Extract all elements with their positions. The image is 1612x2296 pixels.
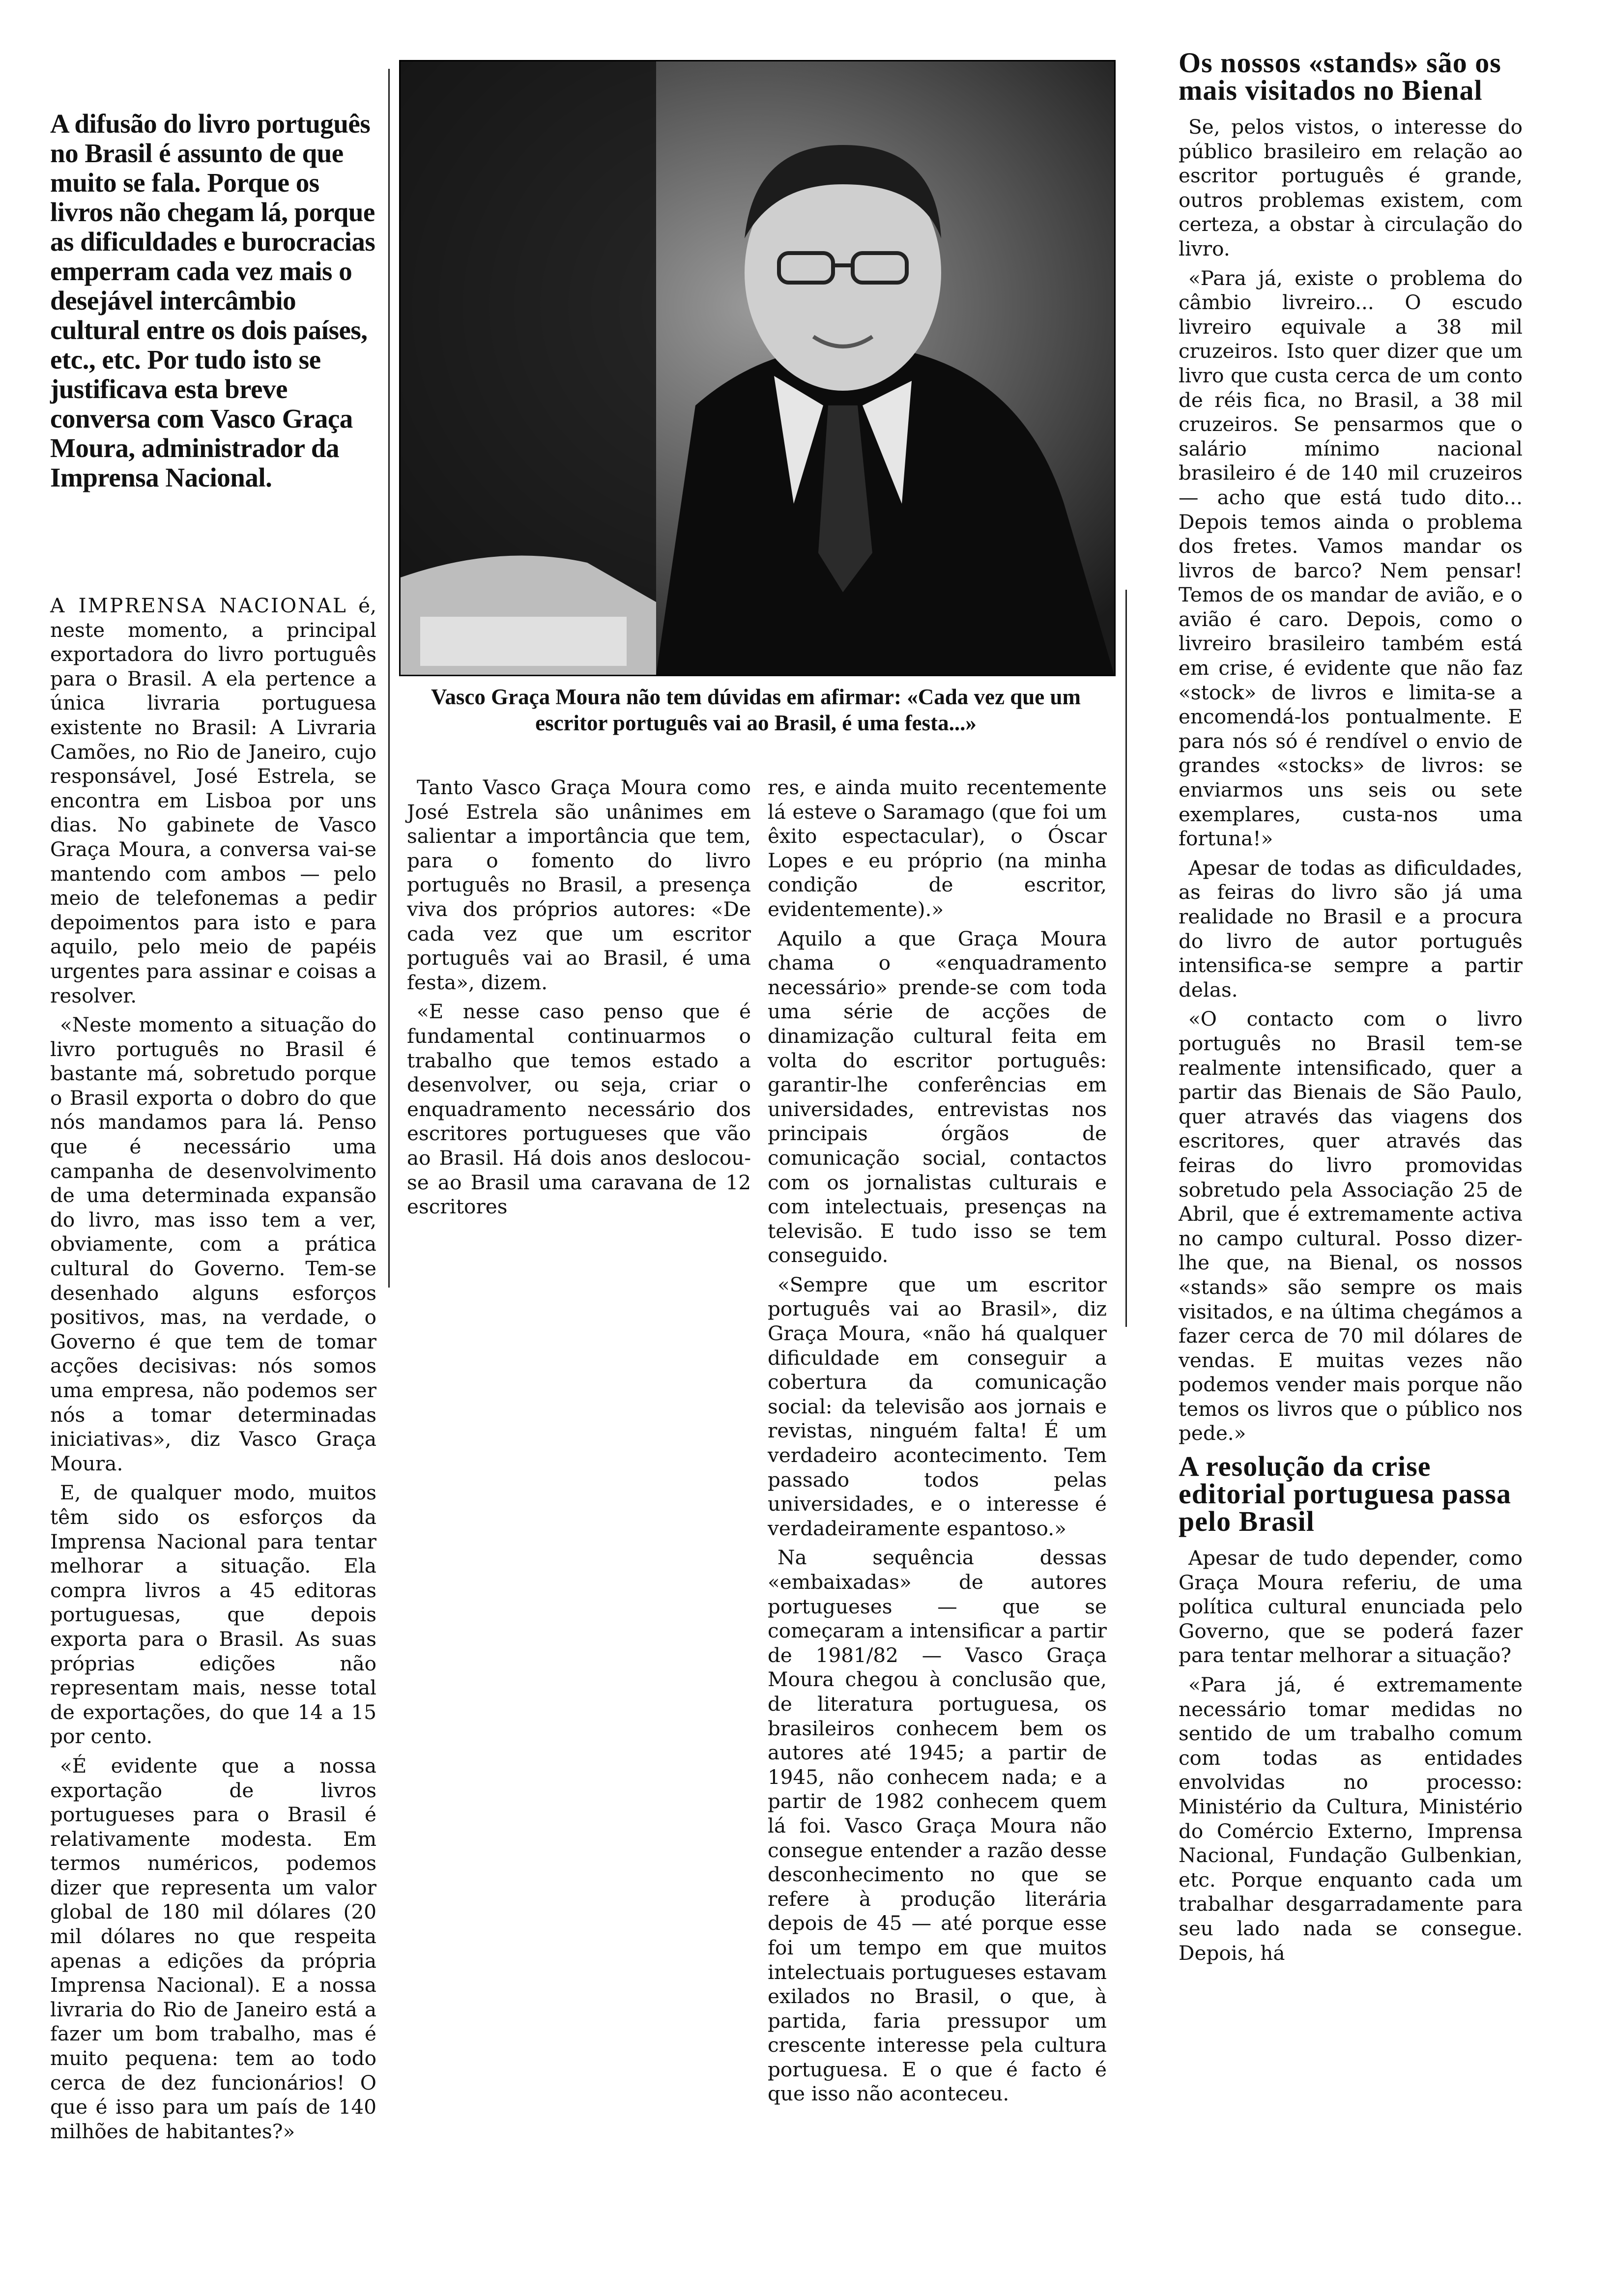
- col4-paragraph-1: Se, pelos vistos, o interesse do público brasileiro em relação ao escritor português é grande, outros problemas existem, com certeza, a obstar à circulação do livro.: [1179, 115, 1523, 260]
- col1-paragraph-1-text: é, neste momento, a principal exportadora do livro português para o Brasil. A ela pertence a única livraria portuguesa existente no Brasil: A Livraria Camões, no Rio de Janeiro, cujo responsável, José Estrela, se encontra em Lisboa por uns dias. No gabinete de Vasco Graça Moura, a conversa vai-se mantendo com ambos — pelo meio de telefonemas a pedir depoimentos para isto e para aquilo, pelo meio de papéis urgentes para assinar e coisas a resolver.: [50, 594, 377, 1007]
- col3-paragraph-4: Na sequência dessas «embaixadas» de autores portugueses — que se começaram a intensificar a partir de 1981/82 — Vasco Graça Moura chegou à conclusão que, de literatura portuguesa, os brasileiros conhecem bem os autores até 1945; a partir de 1945, não conhecem nada; e a partir de 1982 conhecem quem lá foi. Vasco Graça Moura não consegue entender a razão desse desconhecimento no que se refere à produção literária depois de 45 — até porque esse foi um tempo em que muitos intelectuais portugueses estavam exilados no Brasil, o que, à partida, faria pressupor um crescente interesse pela cultura portuguesa. E o que é facto é que isso não aconteceu.: [768, 1546, 1107, 2106]
- col1-paragraph-1: [50, 594, 376, 1008]
- column-3: [768, 775, 1107, 2111]
- col4-paragraph-3: Apesar de todas as dificuldades, as feiras do livro são já uma realidade no Brasil e a procura do livro de autor português intensifica-se sempre a partir delas.: [1179, 856, 1523, 1002]
- col3-paragraph-1: res, e ainda muito recentemente lá esteve o Saramago (que foi um êxito espectacular), o Óscar Lopes e eu próprio (na minha condição de escritor, evidentemente).»: [768, 775, 1107, 921]
- portrait-photo: [399, 60, 1116, 676]
- heading-stands: Os nossos «stands» são os mais visitados no Bienal: [1179, 47, 1501, 106]
- col2-paragraph-1: Tanto Vasco Graça Moura como José Estrela são unânimes em salientar a importância que tem, para o fomento do livro português no Brasil, a presença viva dos próprios autores: «De cada vez que um escritor português vai ao Brasil, é uma festa», dizem.: [407, 775, 751, 994]
- col3-paragraph-2: Aquilo a que Graça Moura chama o «enquadramento necessário» prende-se com toda uma série de acções de dinamização cultural feita em volta do escritor português: garantir-lhe conferências em universidades, entrevistas nos principais órgãos de comunicação social, contactos com os jornalistas culturais e com intelectuais, presenças na televisão. E tudo isso se tem conseguido.: [768, 926, 1107, 1267]
- col4-paragraph-4: «O contacto com o livro português no Brasil tem-se realmente intensificado, quer a partir das Bienais de São Paulo, quer através das viagens dos escritores, quer através das feiras do livro promovidas sobretudo pela Associação 25 de Abril, que é extremamente activa no campo cultural. Posso dizer-lhe que, na Bienal, os nossos «stands» são sempre os mais visitados, e na última chegámos a fazer cerca de 70 mil dólares de vendas. E muitas vezes não podemos vender mais porque não temos os livros que o público nos pede.»: [1179, 1007, 1523, 1445]
- column-2: [407, 775, 751, 1224]
- col1-paragraph-3: E, de qualquer modo, muitos têm sido os esforços da Imprensa Nacional para tentar melhorar a situação. Ela compra livros a 45 editoras portuguesas, que depois exporta para o Brasil. As suas próprias edições não representam mais, nesse total de exportações, do que 14 a 15 por cento.: [50, 1481, 376, 1749]
- lead-block: [50, 109, 376, 492]
- photo-caption: Vasco Graça Moura não tem dúvidas em afirmar: «Cada vez que um escritor português vai ao Brasil, é uma festa...»: [431, 685, 1081, 735]
- col2-paragraph-2: «E nesse caso penso que é fundamental continuarmos o trabalho que temos estado a desenvolver, ou seja, criar o enquadramento necessário dos escritores portugueses que vão ao Brasil. Há dois anos deslocou-se ao Brasil uma caravana de 12 escritores: [407, 1000, 751, 1219]
- col1-paragraph-2: «Neste momento a situação do livro português no Brasil é bastante má, sobretudo porque o Brasil exporta o dobro do que nós mandamos para lá. Penso que é necessário uma campanha de desenvolvimento de uma determinada expansão do livro, mas isso tem a ver, obviamente, com a prática cultural do Governo. Tem-se desenhado alguns esforços positivos, mas, na verdade, o Governo é que tem de tomar acções decisivas: nós somos uma empresa, não podemos ser nós a tomar determinadas iniciativas», diz Vasco Graça Moura.: [50, 1013, 376, 1475]
- col3-paragraph-3: «Sempre que um escritor português vai ao Brasil», diz Graça Moura, «não há qualquer dificuldade em conseguir a cobertura da comunicação social: da televisão aos jornais e revistas, ninguém falta! É um verdadeiro acontecimento. Tem passado todos pelas universidades, e o interesse é verdadeiramente espantoso.»: [768, 1272, 1107, 1540]
- col4-paragraph-2: «Para já, existe o problema do câmbio livreiro... O escudo livreiro equivale a 38 mil cruzeiros. Isto quer dizer que um livro que custa cerca de um conto de réis fica, no Brasil, a 38 mil cruzeiros. Se pensarmos que o salário mínimo nacional brasileiro é de 140 mil cruzeiros — acho que está tudo dito... Depois temos ainda o problema dos fretes. Vamos mandar os livros de barco? Nem pensar! Temos de os mandar de avião, e o avião é caro. Depois, como o livreiro brasileiro também está em crise, é evidente que não faz «stock» de livros e limita-se a encomendá-los pontualmente. E para nós só é rendível o envio de grandes «stocks» de livros: se enviarmos uns seis ou sete exemplares, custa-nos uma fortuna!»: [1179, 266, 1523, 851]
- col4-paragraph-6: «Para já, é extremamente necessário tomar medidas no sentido de um trabalho comum com todas as entidades envolvidas no processo: Ministério da Cultura, Ministério do Comércio Externo, Imprensa Nacional, Fundação Gulbenkian, etc. Porque enquanto cada um trabalhar desgarradamente para seu lado nada se consegue. Depois, há: [1179, 1673, 1523, 1965]
- column-rule-right: [1125, 590, 1127, 1327]
- column-4: [1179, 49, 1523, 1970]
- col1-opening-caps: A IMPRENSA NACIONAL: [50, 594, 347, 617]
- col1-paragraph-4: «É evidente que a nossa exportação de livros portugueses para o Brasil é relativamente modesta. Em termos numéricos, podemos dizer que representa um valor global de 180 mil dólares (20 mil dólares no que respeita apenas a edições da própria Imprensa Nacional). E a nossa livraria do Rio de Janeiro está a fazer um bom trabalho, mas é muito pequena: tem ao todo cerca de dez funcionários! O que é isso para um país de 140 milhões de habitantes?»: [50, 1753, 376, 2143]
- heading-crise: A resolução da crise editorial portuguesa passa pelo Brasil: [1179, 1450, 1511, 1538]
- col4-paragraph-5: Apesar de tudo depender, como Graça Moura referiu, de uma política cultural enunciada pelo Governo, que se poderá fazer para tentar melhorar a situação?: [1179, 1546, 1523, 1667]
- photo-caption-block: [399, 684, 1113, 736]
- column-1: [50, 594, 376, 2149]
- portrait-photo-image: [401, 61, 1114, 675]
- column-rule-left: [388, 69, 390, 1288]
- lead-text: A difusão do livro português no Brasil é assunto de que muito se fala. Porque os livros não chegam lá, porque as dificuldades e burocracias emperram cada vez mais o desejável intercâmbio cultural entre os dois países, etc., etc. Por tudo isto se justificava esta breve conversa com Vasco Graça Moura, administrador da Imprensa Nacional.: [50, 109, 375, 492]
